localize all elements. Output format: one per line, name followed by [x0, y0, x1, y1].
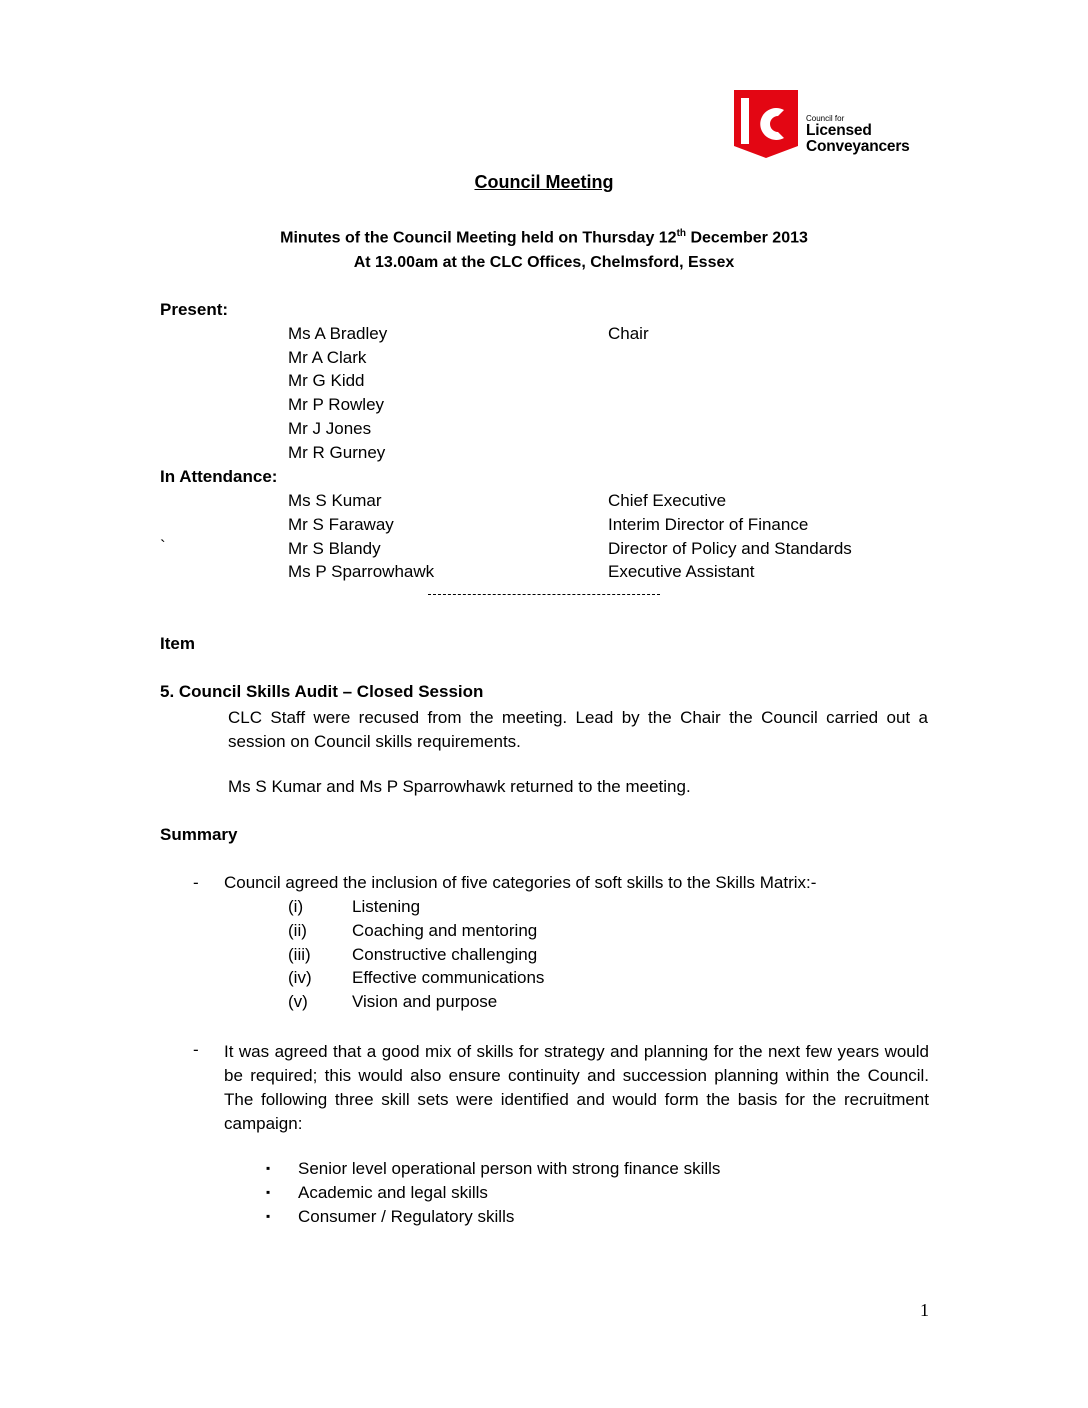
- section-paragraph: CLC Staff were recused from the meeting. Lead by the Chair the Council carried out a session on Council skills requirements.: [228, 708, 928, 751]
- list-item: Constructive challenging: [352, 945, 538, 964]
- separator-rule: [428, 594, 660, 595]
- subtitle-date-text: Minutes of the Council Meeting held on Thursday 12: [280, 229, 677, 247]
- attendance-label: In Attendance:: [160, 467, 278, 486]
- attendance-role: Director of Policy and Standards: [608, 539, 852, 558]
- list-item: Consumer / Regulatory skills: [298, 1207, 515, 1226]
- logo-text-council-for: Council for: [806, 114, 845, 123]
- stray-mark: `: [160, 537, 166, 556]
- summary-label: Summary: [160, 825, 238, 844]
- document-title: Council Meeting: [474, 172, 614, 192]
- list-number: (iii): [288, 945, 311, 964]
- list-number: (i): [288, 897, 304, 916]
- list-item: Senior level operational person with strong finance skills: [298, 1159, 721, 1178]
- list-item: Academic and legal skills: [298, 1183, 488, 1202]
- list-item: Coaching and mentoring: [352, 921, 538, 940]
- present-name: Mr G Kidd: [288, 371, 365, 390]
- bullet-marker: ▪: [266, 1161, 271, 1175]
- bullet-marker: ▪: [266, 1209, 271, 1223]
- list-item: Vision and purpose: [352, 992, 498, 1011]
- clc-logo-mark-icon: [732, 88, 800, 160]
- subtitle-line-1: [0, 228, 1088, 247]
- list-number: (v): [288, 992, 308, 1011]
- list-number: (iv): [288, 968, 312, 987]
- present-label: Present:: [160, 300, 229, 319]
- present-name: Mr A Clark: [288, 348, 367, 367]
- logo-text-licensed: Licensed: [806, 122, 872, 139]
- subtitle-line-2: At 13.00am at the CLC Offices, Chelmsford, Essex: [353, 254, 735, 271]
- dash-marker: -: [193, 1040, 199, 1059]
- subtitle-ordinal: th: [676, 228, 687, 239]
- attendance-name: Ms S Kumar: [288, 491, 382, 510]
- attendance-name: Mr S Blandy: [288, 539, 381, 558]
- attendance-role: Executive Assistant: [608, 562, 755, 581]
- attendance-role: Interim Director of Finance: [608, 515, 809, 534]
- attendance-name: Ms P Sparrowhawk: [288, 562, 435, 581]
- section-paragraph: Ms S Kumar and Ms P Sparrowhawk returned to the meeting.: [228, 777, 691, 796]
- section-heading: 5. Council Skills Audit – Closed Session: [160, 682, 484, 701]
- present-name: Mr J Jones: [288, 419, 372, 438]
- page-number: 1: [920, 1300, 929, 1320]
- present-name: Mr P Rowley: [288, 395, 385, 414]
- summary-point: Council agreed the inclusion of five categories of soft skills to the Skills Matrix:-: [224, 873, 817, 892]
- dash-marker: -: [193, 873, 199, 892]
- summary-point: It was agreed that a good mix of skills for strategy and planning for the next few years would be required; this would also ensure continuity and succession planning within the Council. The following three skill sets were identified and would form the basis for the recruitment campaign:: [224, 1042, 929, 1133]
- list-item: Listening: [352, 897, 421, 916]
- attendance-role: Chief Executive: [608, 491, 727, 510]
- bullet-marker: ▪: [266, 1185, 271, 1199]
- item-label: Item: [160, 634, 195, 653]
- attendance-name: Mr S Faraway: [288, 515, 394, 534]
- subtitle-month-year: December 2013: [686, 229, 808, 247]
- logo-text-conveyancers: Conveyancers: [806, 138, 910, 155]
- present-role: Chair: [608, 324, 649, 343]
- present-name: Mr R Gurney: [288, 443, 386, 462]
- clc-logo: [732, 88, 932, 160]
- present-name: Ms A Bradley: [288, 324, 388, 343]
- list-number: (ii): [288, 921, 307, 940]
- list-item: Effective communications: [352, 968, 545, 987]
